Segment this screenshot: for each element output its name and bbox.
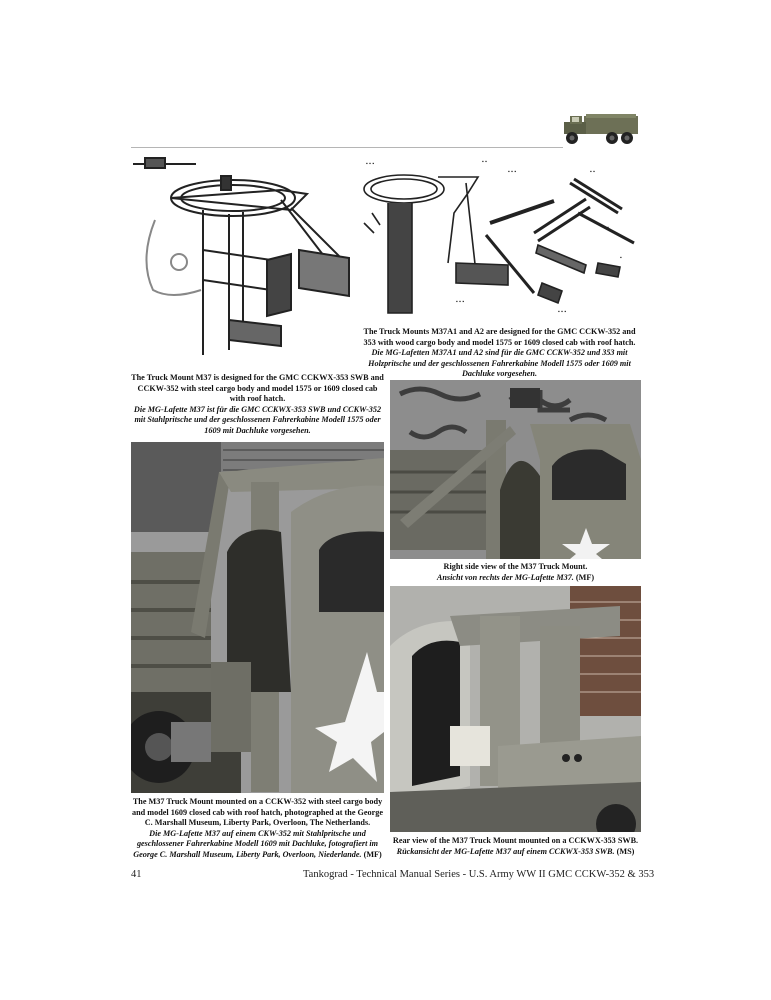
caption-en: The Truck Mounts M37A1 and A2 are designed for the GMC CCKW-352 and 353 with wood cargo body and model 1575 or 1609 closed cab with roof hatch. <box>363 327 636 347</box>
page-number: 41 <box>131 869 142 880</box>
svg-text:▪ ▪: ▪ ▪ <box>604 225 609 231</box>
caption-en: Right side view of the M37 Truck Mount. <box>443 562 588 571</box>
caption-en: The Truck Mount M37 is designed for the GMC CCKWX-353 SWB and CCKW-352 with steel cargo body and model 1575 or 1609 closed cab with roof hatch. <box>131 373 384 404</box>
caption-de: Ansicht von rechts der MG-Lafette M37. <box>436 572 574 582</box>
rear-view-photo <box>390 586 641 832</box>
caption-en: Rear view of the M37 Truck Mount mounted on a CCKWX-353 SWB. <box>392 836 639 845</box>
header-rule <box>131 147 563 148</box>
svg-text:▪: ▪ <box>620 255 622 261</box>
caption-de: Die MG-Lafette M37 ist für die GMC CCKWX-353 SWB und CCKW-352 mit Stahlpritsche und der geschlossenen Fahrerkabine Modell 1575 oder 1609 mit Dachluke vorgesehen. <box>133 404 382 435</box>
photo-credit: (MS) <box>616 846 635 856</box>
photo-credit: (MF) <box>363 849 382 859</box>
caption-m37a1-a2 <box>358 327 641 380</box>
photo-credit: (MF) <box>575 572 595 582</box>
truck-icon <box>560 108 642 148</box>
svg-text:▪ ▪ ▪: ▪ ▪ ▪ <box>558 309 567 315</box>
svg-text:▪ ▪ ▪: ▪ ▪ ▪ <box>508 169 517 175</box>
right-side-view-photo <box>390 380 641 559</box>
m37a1-a2-parts-drawing <box>358 153 641 325</box>
caption-m37 <box>131 373 384 437</box>
svg-text:▪ ▪ ▪: ▪ ▪ ▪ <box>366 161 375 167</box>
svg-text:▪ ▪ ▪: ▪ ▪ ▪ <box>456 299 465 305</box>
caption-rear <box>390 836 641 857</box>
svg-text:▪ ▪: ▪ ▪ <box>590 169 595 175</box>
m37-mount-drawing <box>131 150 351 362</box>
caption-museum <box>131 797 384 861</box>
svg-text:▪ ▪: ▪ ▪ <box>482 159 487 165</box>
caption-de: Rückansicht der MG-Lafette M37 auf einem CCKWX-353 SWB. <box>396 846 615 856</box>
footer-title: Tankograd - Technical Manual Series - U.S. Army WW II GMC CCKW-352 & 353 <box>303 869 655 880</box>
museum-photo <box>131 442 384 793</box>
caption-de: Die MG-Lafetten M37A1 und A2 sind für die GMC CCKW-352 und 353 mit Holzpritsche und der geschlossenen Fahrerkabine Modell 1575 oder 1609 mit Dachluke vorgesehen. <box>368 348 631 379</box>
caption-de: Die MG-Lafette M37 auf einem CKW-352 mit Stahlpritsche und geschlossener Fahrerkabine Modell 1609 mit Dachluke, fotografiert im George C. Marshall Museum, Liberty Park, Overloon, Niederlande. <box>133 828 379 859</box>
caption-right-side <box>390 562 641 583</box>
caption-en: The M37 Truck Mount mounted on a CCKW-352 with steel cargo body and model 1609 closed cab with roof hatch, photographed at the George C. Marshall Museum, Liberty Park, Overloon, The Netherlands. <box>132 797 383 828</box>
